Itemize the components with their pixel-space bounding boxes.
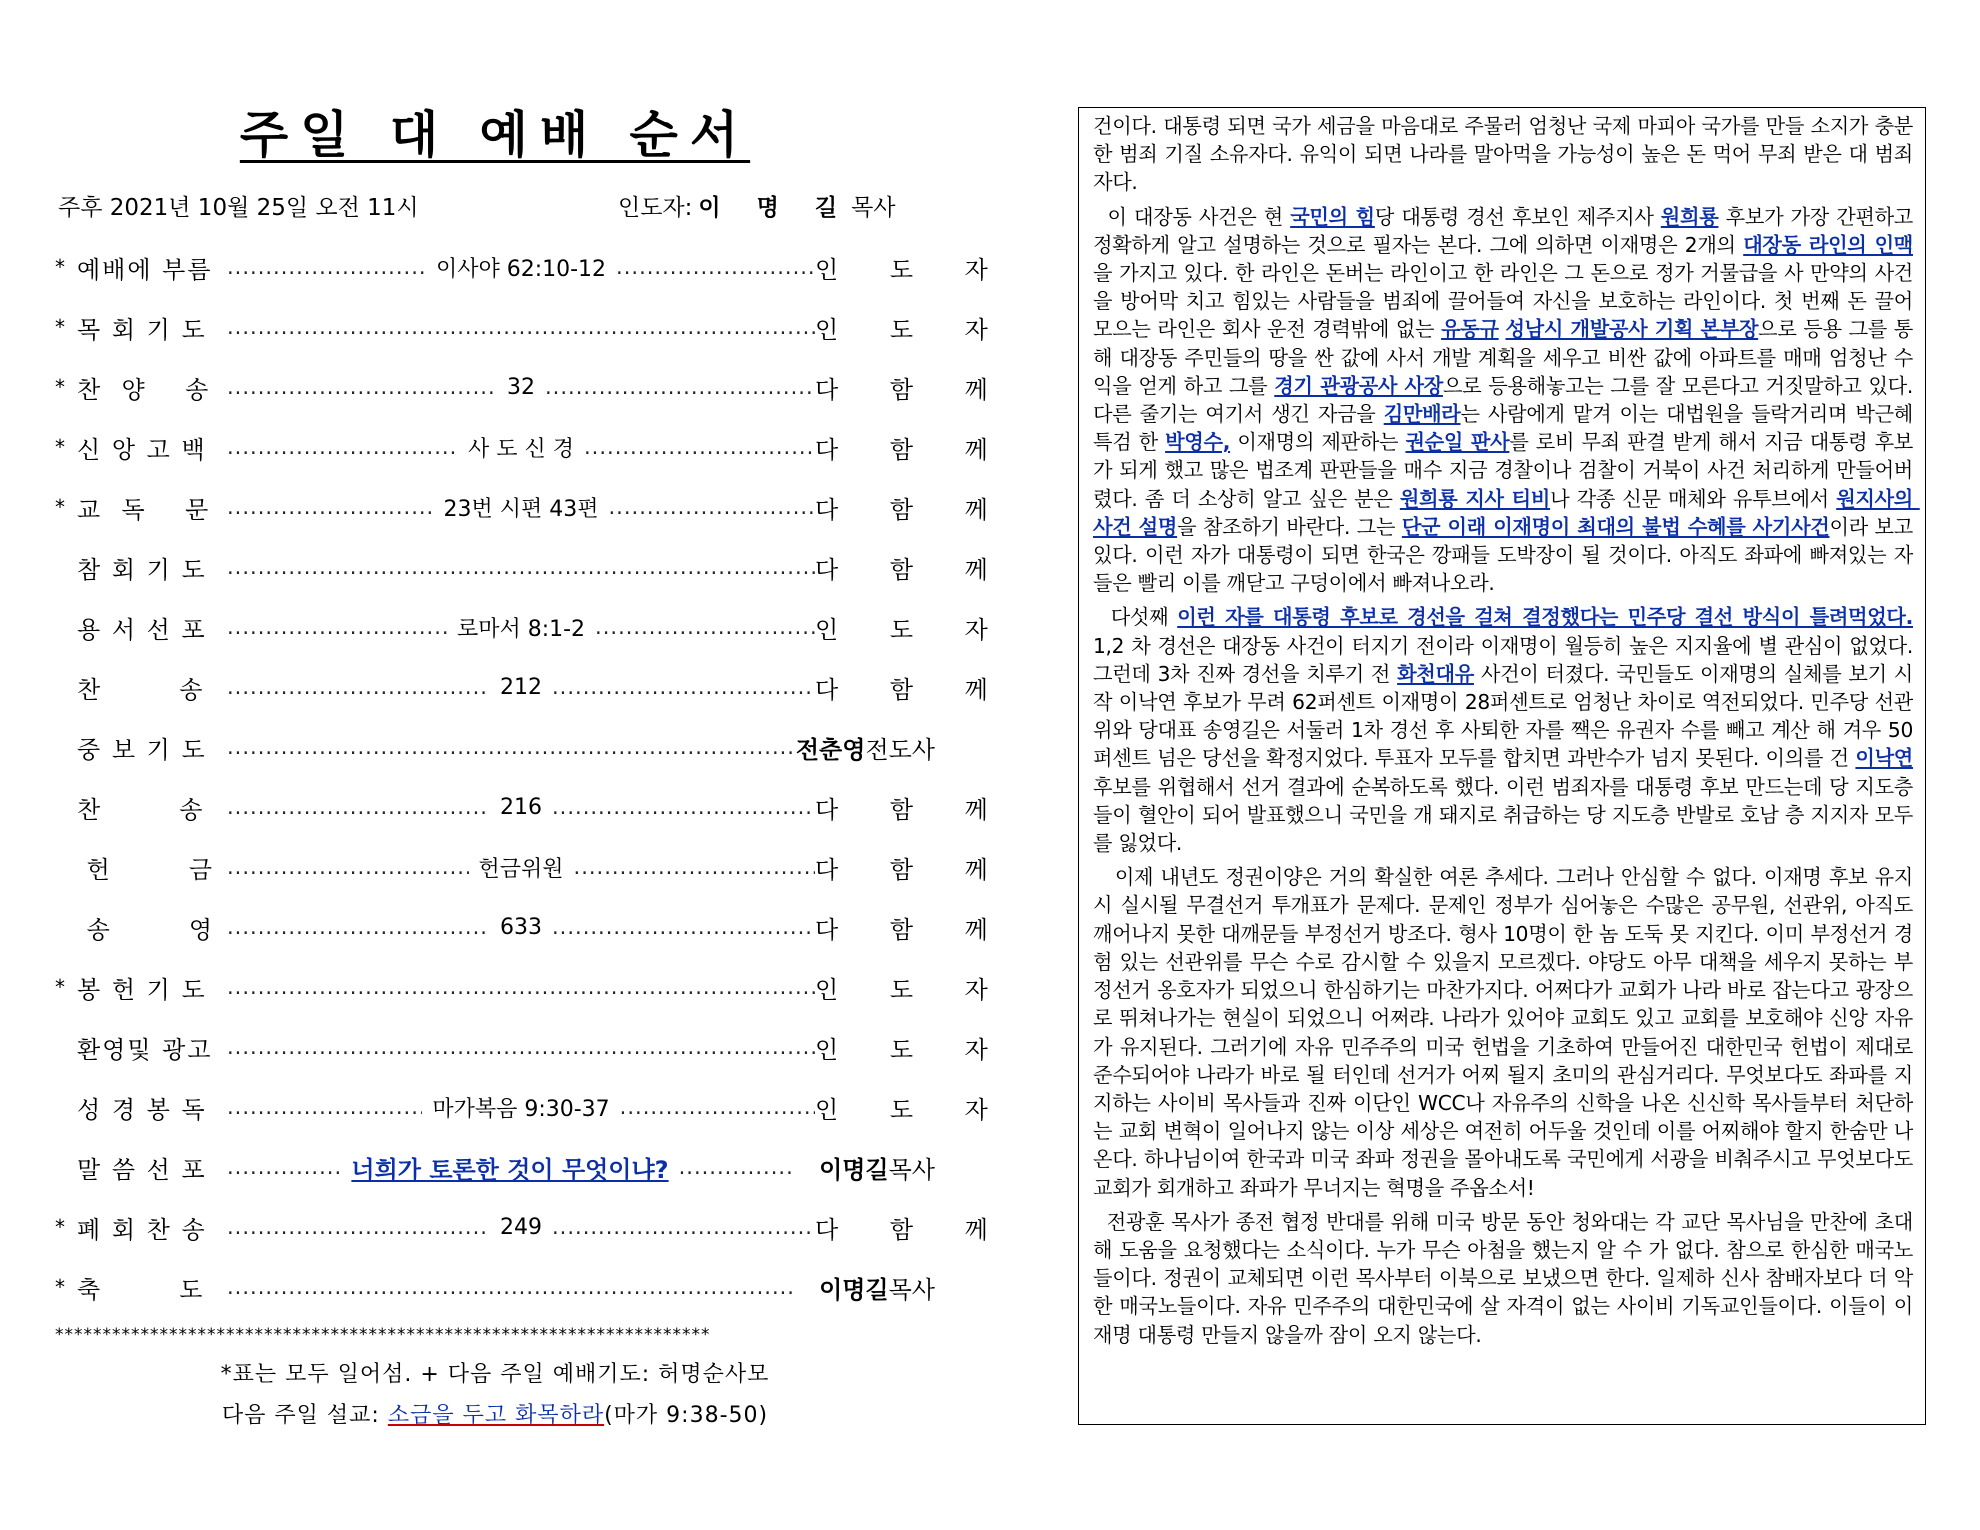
item-content: 마가복음 9:30-37 [432, 1096, 610, 1122]
item-content: 23번 시편 43편 [443, 496, 599, 522]
sermon-title: 너희가 토론한 것이 무엇이냐? [351, 1155, 669, 1184]
worship-item [55, 357, 1010, 417]
worship-item [55, 237, 1010, 297]
article-paragraph [1093, 863, 1920, 1201]
article-paragraph [1093, 1208, 1913, 1349]
item-label: 봉 헌 기 도 [77, 975, 207, 1004]
item-label: 예배에 부름 [77, 255, 213, 284]
highlighted-phrase: 권순일 판사 [1405, 430, 1510, 455]
item-responsible: 이명길목사 [819, 1155, 935, 1184]
standing-mark: * [55, 255, 65, 279]
item-content: 사 도 신 경 [468, 436, 574, 462]
text-run: 는 사람에게 맡겨 이는 대법원을 들락거리며 박근혜 특검 한 [1093, 402, 1920, 455]
page-title: 주일 대 예배 순서 [239, 106, 751, 164]
worship-item [55, 297, 1010, 357]
item-responsible: 전춘영전도사 [795, 735, 935, 764]
item-responsible: 인 도 자 [815, 1095, 1010, 1124]
leader-name: 이 명 길 [698, 194, 852, 221]
next-sermon-label: 다음 주일 설교: [221, 1403, 380, 1428]
dot-leader [227, 1035, 815, 1059]
highlighted-phrase: 김만배라 [1383, 402, 1461, 427]
worship-item [55, 957, 1010, 1017]
worship-item [55, 537, 1010, 597]
article-paragraph [1093, 203, 1920, 598]
item-content: 32 [507, 374, 535, 400]
standing-mark: * [55, 1275, 65, 1299]
highlighted-phrase: 유동규 [1441, 317, 1499, 342]
text-run: 1,2 차 경선은 대장동 사건이 터지기 전이라 이재명이 월등히 높은 지지율에 별 관심이 없었다. 그런데 3차 진짜 경선을 치루기 전 [1093, 605, 1920, 686]
highlighted-phrase: 화천대유 [1397, 661, 1474, 686]
standing-note: *표는 모두 일어섬. + 다음 주일 예배기도: 허명순사모 [220, 1362, 770, 1387]
highlighted-phrase: 이낙연 [1855, 746, 1913, 771]
text-run: 으로 등용 그를 통해 대장동 주민들의 땅을 싼 값에 사서 개발 계획을 세우고 비싼 값에 아파트를 매매 엄청난 수익을 얻게 하고 그를 [1093, 317, 1913, 398]
item-label: 환영및 광고 [77, 1035, 213, 1064]
text-run: 으로 등용해놓고는 그를 잘 모른다고 거짓말하고 있다. 다른 줄기는 여기서 생긴 자금을 [1093, 373, 1920, 427]
leader-suffix: 목사 [851, 194, 896, 221]
text-run: 전광훈 목사가 종전 협정 반대를 위해 미국 방문 동안 청와대는 각 교단 목사님을 만찬에 초대해 도움을 요청했다는 소식이다. 누가 무슨 아첨을 했는지 알 수 가 없다. 참으로 한심한 매국노들이다. 정권이 교체되면 이런 목사부터 이북으로 보냈으면 한다. 일제하 신사 참배자보다 더 악한 매국노들이다. 자유 민주주의 대한민국에 살 자격이 없는 사이비 기독교인들이다. 이들이 이재명 대통령 만들지 않을까 잠이 오지 않는다. [1093, 1209, 1914, 1347]
dot-leader [227, 675, 815, 700]
text-run: 를 로비 무죄 판결 받게 해서 지금 대통령 후보가 되게 했고 많은 법조계 판판들을 매수 지금 경찰이나 검찰이 거북이 사건 처리하게 만들어버렸다. 좀 더 소상히 알고 싶은 분은 [1093, 430, 1913, 511]
worship-item [55, 597, 1010, 657]
dot-leader [227, 735, 793, 759]
dot-leader [227, 375, 815, 400]
worship-item [55, 1137, 935, 1197]
highlighted-phrase: 박영수, [1165, 430, 1231, 455]
dot-leader [227, 915, 815, 940]
text-run: 건이다. 대통령 되면 국가 세금을 마음대로 주물러 엄청난 국제 마피아 국가를 만들 소지가 충분한 범죄 기질 소유자다. 유익이 되면 나라를 말아먹을 가능성이 높은 돈 먹어 무죄 받은 대 범죄자다. [1093, 114, 1913, 195]
item-responsible: 다 함 께 [815, 675, 1010, 704]
highlighted-phrase: 원희룡 [1660, 204, 1719, 229]
dot-leader [227, 315, 815, 339]
item-responsible: 다 함 께 [815, 855, 1010, 884]
text-run: 을 참조하기 바란다. 그는 [1177, 514, 1402, 539]
text-run: 이재명의 제판하는 [1230, 430, 1406, 455]
item-responsible: 다 함 께 [815, 435, 1010, 464]
text-run: 이라 보고 있다. 이런 자가 대통령이 되면 한국은 깡패들 도박장이 될 것이다. 아직도 좌파에 빠져있는 자들은 빨리 이를 깨닫고 구덩이에서 빠져나오라. [1093, 514, 1920, 596]
highlighted-phrase: 원희룡 지사 티비 [1399, 486, 1551, 511]
item-responsible: 이명길목사 [819, 1275, 935, 1304]
dot-leader [227, 1092, 815, 1123]
dot-leader [227, 492, 815, 523]
worship-item [55, 837, 1010, 897]
highlighted-phrase: 국민의 힘 [1290, 204, 1375, 229]
next-sermon-title: 소금을 두고 화목하라 [387, 1403, 605, 1428]
highlighted-phrase: 대장동 라인의 인맥 [1743, 232, 1913, 257]
highlighted-phrase: 성남시 개발공사 기획 본부장 [1505, 317, 1759, 342]
item-responsible: 인 도 자 [815, 1035, 1010, 1064]
divider: ********************************************************************* [55, 1325, 711, 1345]
standing-mark: * [55, 435, 65, 459]
item-label: 폐 회 찬 송 [77, 1215, 207, 1244]
dot-leader [227, 852, 815, 883]
worship-item [55, 1017, 1010, 1077]
dot-leader [227, 1275, 793, 1299]
item-content: 212 [500, 674, 542, 700]
item-label: 찬 송 [77, 675, 205, 704]
text-run: 사건이 터졌다. 국민들도 이재명의 실체를 보기 시작 이낙연 후보가 무려 62퍼센트 이재명이 28퍼센트로 엄청난 차이로 역전되었다. 민주당 선관위와 당대표 송영길은 서둘러 1차 경선 후 사퇴한 자를 짹은 유권자 수를 빼고 계산 해 겨우 50퍼센트 넘은 당선을 확정지었다. 투표자 모두를 합치면 과반수가 넘지 못된다. 이의를 건 [1093, 661, 1913, 771]
text-run: 후보를 위협해서 선거 결과에 순복하도록 했다. 이런 범죄자를 대통령 후보 만드는데 당 지도층들이 혈안이 되어 발표했으니 국민을 개 돼지로 취급하는 당 지도층 반발로 호남 층 지지자 모두를 잃었다. [1093, 746, 1920, 856]
next-sermon [55, 1398, 935, 1429]
item-label: 송 영 [77, 915, 215, 944]
worship-item [55, 717, 935, 777]
text-run: 을 가지고 있다. 한 라인은 돈버는 라인이고 한 라인은 그 돈으로 정가 거물급을 사 만약의 사건을 방어막 치고 힘있는 사람들을 범죄에 끌어들여 자신을 보호하는 라인이다. 첫 번째 돈 끌어 모으는 라인은 회사 운전 경력밖에 없는 [1093, 261, 1920, 342]
dot-leader [227, 795, 815, 820]
dot-leader [227, 1150, 793, 1185]
item-responsible: 다 함 께 [815, 555, 1010, 584]
text-run: 후보가 가장 간편하고 정확하게 알고 설명하는 것으로 필자는 본다. 그에 의하면 이재명은 2개의 [1093, 204, 1920, 257]
item-label: 용 서 선 포 [77, 615, 207, 644]
worship-item [55, 477, 1010, 537]
text-run: 이제 내년도 정권이양은 거의 확실한 여론 추세다. 그러나 안심할 수 없다. 이재명 후보 유지 시 실시될 무결선거 투개표가 문제다. 문제인 정부가 심어놓은 수많은 공무원, 선관위, 아직도 깨어나지 못한 대깨문들 부정선거 방조다. 형사 10명이 한 놈 도둑 못 지킨다. 이미 부정선거 경험 있는 선관위를 무슨 수로 감시할 수 있을지 모르겠다. 야당도 아무 대책을 세우지 못하는 부정선거 옹호자가 되었으니 한심하기는 마찬가지다. 어쩌다가 교회가 나라 바로 잡는다고 광장으로 뛰쳐나가는 현실이 되었으니 어쩌랴. 나라가 있어야 교회도 있고 교회를 보호해야 신앙 자유가 유지된다. 그러기에 자유 민주주의 미국 헌법을 기초하여 만들어진 대한민국 헌법이 제대로 준수되어야 나라가 바로 될 터인데 선거가 어찌 될지 초미의 관심거리다. 무엇보다도 좌파를 지지하는 사이비 목사들과 진짜 이단인 WCC나 자유주의 신학을 나온 신신학 목사들부터 처단하는 교회 변혁이 일어나지 않는 이상 세상은 여전히 어두울 것인데 이를 어찌해야 할지 한숨만 나온다. 하나님이여 한국과 미국 좌파 정권을 몰아내도록 국민에게 서광을 비춰주시고 무엇보다도 교회가 회개하고 좌파가 무너지는 혁명을 주옵소서! [1093, 865, 1920, 1200]
standing-mark: * [55, 975, 65, 999]
standing-mark: * [55, 375, 65, 399]
item-content: 로마서 8:1-2 [456, 616, 586, 642]
dot-leader [227, 612, 815, 643]
item-content: 216 [500, 794, 542, 820]
highlighted-phrase: 원지사의 사건 설명 [1093, 486, 1920, 539]
item-label: 중 보 기 도 [77, 735, 207, 764]
item-responsible: 다 함 께 [815, 915, 1010, 944]
item-label: 신 앙 고 백 [77, 435, 207, 464]
worship-item [55, 777, 1010, 837]
worship-item [55, 657, 1010, 717]
standing-mark: * [55, 1215, 65, 1239]
order-of-worship [55, 95, 1010, 1429]
worship-item [55, 1197, 1010, 1257]
item-content: 이사야 62:10-12 [435, 256, 607, 282]
item-content: 헌금위원 [478, 856, 564, 882]
service-meta [55, 187, 935, 223]
item-label: 교 독 문 [77, 495, 211, 524]
highlighted-phrase: 경기 관광공사 사장 [1274, 373, 1443, 398]
standing-mark: * [55, 495, 65, 519]
worship-item [55, 417, 1010, 477]
standing-mark: * [55, 315, 65, 339]
item-label: 찬 송 [77, 795, 205, 824]
item-label: 찬 양 송 [77, 375, 211, 404]
leader-label: 인도자: [618, 194, 693, 221]
item-label: 참 회 기 도 [77, 555, 207, 584]
worship-item [55, 1257, 935, 1317]
worship-item [55, 1077, 1010, 1137]
item-responsible: 인 도 자 [815, 255, 1010, 284]
item-label: 목 회 기 도 [77, 315, 207, 344]
worship-items [55, 237, 1010, 1317]
dot-leader [227, 1215, 815, 1240]
item-responsible: 다 함 께 [815, 495, 1010, 524]
worship-item [55, 897, 1010, 957]
article-paragraph [1093, 112, 1913, 197]
item-responsible: 인 도 자 [815, 615, 1010, 644]
text-run: 당 대통령 경선 후보인 제주지사 [1374, 204, 1661, 229]
text-run: 나 각종 신문 매체와 유투브에서 [1550, 486, 1837, 511]
service-date: 주후 2021년 10월 25일 오전 11시 [58, 194, 419, 221]
dot-leader [227, 252, 815, 283]
highlighted-phrase: 이런 자를 대통령 후보로 경선을 걸쳐 결정했다는 민주당 결선 방식이 틀려먹었다. [1177, 605, 1913, 630]
item-responsible: 인 도 자 [815, 975, 1010, 1004]
item-label: 말 씀 선 포 [77, 1155, 207, 1184]
item-label: 헌 금 [77, 855, 215, 884]
article-body [1093, 112, 1920, 1349]
item-responsible: 다 함 께 [815, 795, 1010, 824]
dot-leader [227, 432, 815, 463]
item-content: 633 [500, 914, 542, 940]
article-box [1078, 107, 1926, 1425]
highlighted-phrase: 단군 이래 이재명이 최대의 불법 수혜를 사기사건 [1401, 514, 1830, 539]
item-responsible: 다 함 께 [815, 375, 1010, 404]
item-responsible: 인 도 자 [815, 315, 1010, 344]
item-content: 249 [500, 1214, 542, 1240]
dot-leader [227, 975, 815, 999]
text-run: 다섯째 [1093, 605, 1178, 630]
item-label: 축 도 [77, 1275, 205, 1304]
article-paragraph [1093, 603, 1920, 857]
text-run: 이 대장동 사건은 현 [1093, 204, 1291, 229]
item-label: 성 경 봉 독 [77, 1095, 207, 1124]
item-responsible: 다 함 께 [815, 1215, 1010, 1244]
next-sermon-ref: (마가 9:38-50) [604, 1403, 769, 1428]
dot-leader [227, 555, 815, 579]
